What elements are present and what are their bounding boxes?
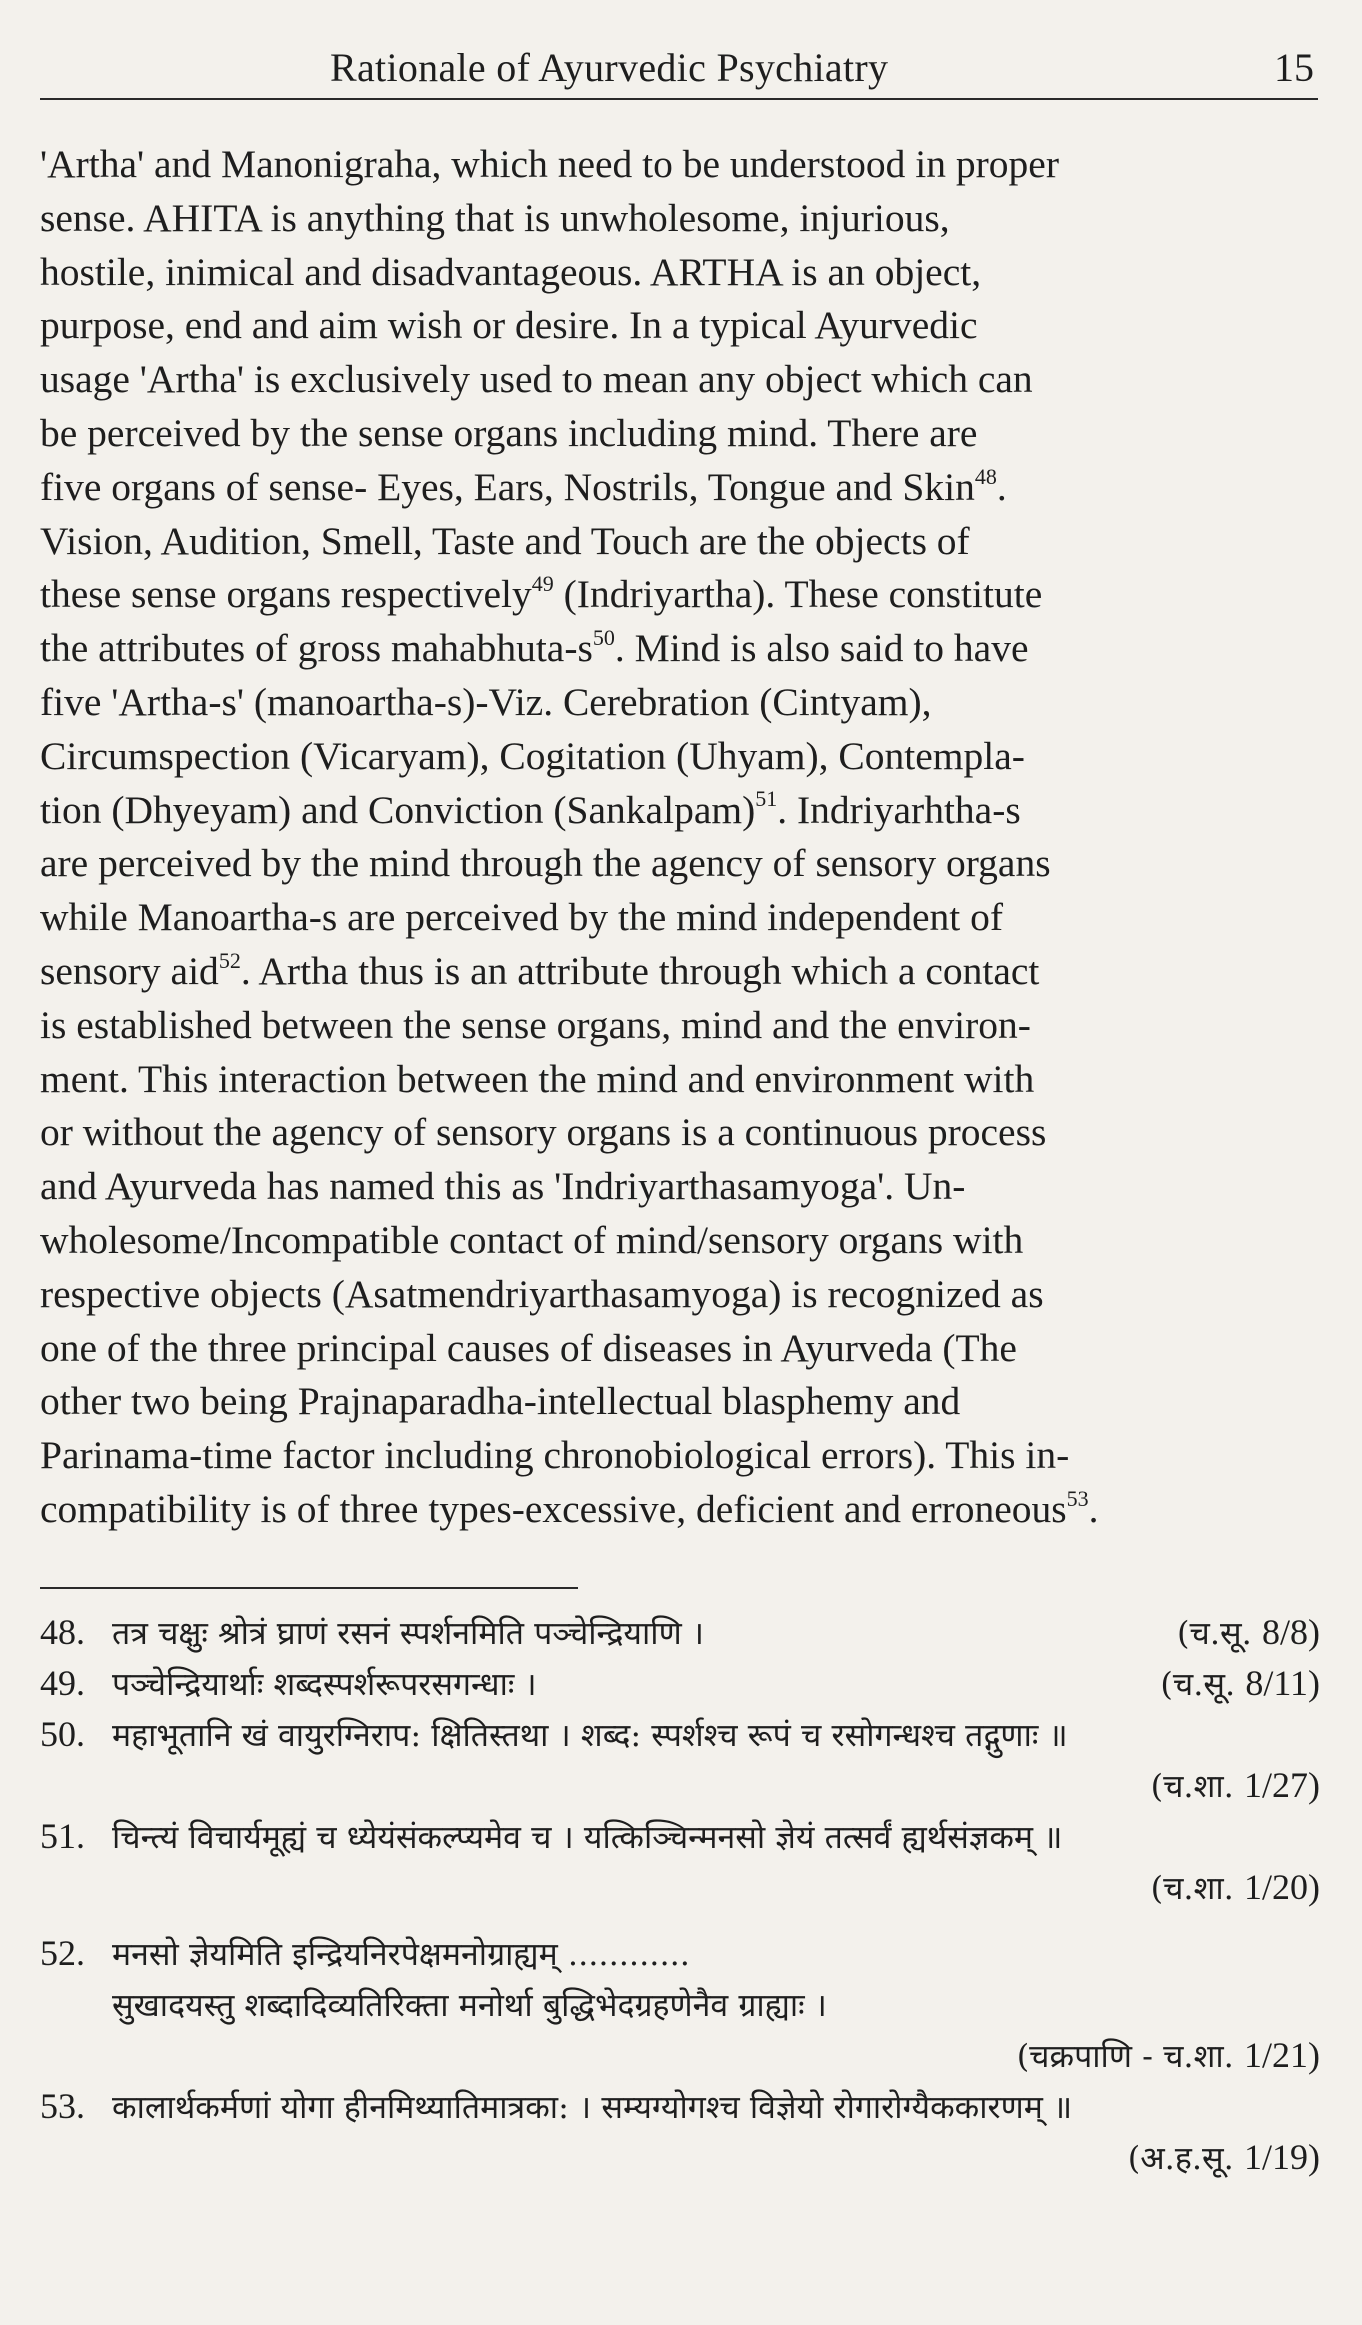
body-line: five 'Artha-s' (manoartha-s)-Viz. Cerebration (Cintyam), <box>40 679 932 724</box>
body-line: Parinama-time factor including chronobiological errors). This in- <box>40 1433 1070 1478</box>
footnote-48 <box>40 1605 1320 1656</box>
footnote-number: 51. <box>40 1816 85 1856</box>
body-line: and Ayurveda has named this as 'Indriyarthasamyoga'. Un- <box>40 1164 966 1209</box>
footnote-divider <box>40 1587 578 1589</box>
footnote-marker: 50 <box>592 625 615 651</box>
footnote-reference: (च.शा. 1/20) <box>1150 1867 1320 1907</box>
body-line: wholesome/Incompatible contact of mind/sensory organs with <box>40 1217 1024 1262</box>
footnote-reference: (च.सू. 8/11) <box>1160 1663 1320 1703</box>
body-line: five organs of sense- Eyes, Ears, Nostrils, Tongue and Skin$^{48}$. <box>40 463 1007 509</box>
body-line: other two being Prajnaparadha-intellectual blasphemy and <box>40 1379 961 1424</box>
body-line: Circumspection (Vicaryam), Cogitation (Uhyam), Contempla- <box>40 733 1025 778</box>
body-line: is established between the sense organs, mind and the environ- <box>40 1002 1031 1047</box>
body-line: one of the three principal causes of diseases in Ayurveda (The <box>40 1325 1017 1370</box>
footnote-text: मनसो ज्ञेयमिति इन्द्रियनिरपेक्षमनोग्राह्यम् ............ <box>112 1935 690 1973</box>
body-line: tion (Dhyeyam) and Conviction (Sankalpam)$^{51}$. Indriyarhtha-s <box>40 786 1021 832</box>
body-line: or without the agency of sensory organs is a continuous process <box>40 1110 1047 1155</box>
page-number: 15 <box>1274 45 1314 90</box>
footnote-text: महाभूतानि खं वायुरग्निराप: क्षितिस्तथा । शब्द: स्पर्शश्च रूपं च रसोगन्धश्च तद्गुणाः ॥ <box>112 1716 1068 1754</box>
body-line: while Manoartha-s are perceived by the mind independent of <box>40 895 1004 940</box>
footnote-49 <box>40 1656 1320 1707</box>
body-line: sensory aid$^{52}$. Artha thus is an attribute through which a contact <box>40 947 1040 993</box>
body-line: Vision, Audition, Smell, Taste and Touch are the objects of <box>40 518 970 563</box>
footnote-text-continued: सुखादयस्तु शब्दादिव्यतिरिक्ता मनोर्था बुद्धिभेदग्रहणेनैव ग्राह्याः । <box>112 1986 827 2024</box>
body-line: purpose, end and aim wish or desire. In a typical Ayurvedic <box>40 303 978 348</box>
footnote-reference: (चक्रपाणि - च.शा. 1/21) <box>1016 2035 1320 2075</box>
footnote-reference: (च.सू. 8/8) <box>1177 1612 1320 1652</box>
footnote-marker: 49 <box>531 571 554 597</box>
footnote-reference: (अ.ह.सू. 1/19) <box>1127 2137 1320 2177</box>
footnote-reference: (च.शा. 1/27) <box>1150 1765 1320 1805</box>
body-line: are perceived by the mind through the agency of sensory organs <box>40 841 1051 886</box>
footnote-text: पञ्चेन्द्रियार्थाः शब्दस्पर्शरूपरसगन्धाः । <box>112 1665 537 1703</box>
footnote-marker: 52 <box>218 947 241 973</box>
body-line: sense. AHITA is anything that is unwholesome, injurious, <box>40 195 950 240</box>
footnote-52 <box>40 1926 1320 2079</box>
footnote-text: कालार्थकर्मणां योगा हीनमिथ्यातिमात्रका: । सम्यग्योगश्च विज्ञेयो रोगारोग्यैककारणम् ॥ <box>112 2088 1073 2126</box>
footnote-number: 49. <box>40 1663 85 1703</box>
footnote-number: 50. <box>40 1714 85 1754</box>
body-line: usage 'Artha' is exclusively used to mean any object which can <box>40 357 1033 402</box>
running-header <box>40 40 1318 100</box>
footnote-51 <box>40 1809 1320 1926</box>
footnote-marker: 51 <box>755 786 778 812</box>
footnote-number: 48. <box>40 1612 85 1652</box>
body-line: be perceived by the sense organs including mind. There are <box>40 410 978 455</box>
running-title: Rationale of Ayurvedic Psychiatry <box>330 45 889 90</box>
body-paragraph <box>40 138 1316 1537</box>
footnote-50 <box>40 1707 1320 1809</box>
body-line: the attributes of gross mahabhuta-$s^{50}$. Mind is also said to have <box>40 625 1029 671</box>
footnote-text: चिन्त्यं विचार्यमूह्यं च ध्येयंसंकल्प्यमेव च । यत्किञ्चिन्मनसो ज्ञेयं तत्सर्वं ह्यर्थसंज्ञकम् ॥ <box>112 1818 1063 1856</box>
footnote-text: तत्र चक्षुः श्रोत्रं घ्राणं रसनं स्पर्शनमिति पञ्चेन्द्रियाणि । <box>112 1614 705 1652</box>
body-line: these sense organs respectively$^{49}$ (Indriyartha). These constitute <box>40 571 1043 617</box>
footnote-marker: 48 <box>974 463 997 489</box>
body-line: 'Artha' and Manonigraha, which need to be understood in proper <box>40 142 1059 186</box>
footnote-53 <box>40 2079 1320 2181</box>
body-line: compatibility is of three types-excessive, deficient and erroneous$^{53}$. <box>40 1485 1099 1531</box>
footnotes <box>40 1605 1320 2181</box>
body-line: hostile, inimical and disadvantageous. ARTHA is an object, <box>40 249 982 294</box>
footnote-number: 53. <box>40 2086 85 2126</box>
body-line: respective objects (Asatmendriyarthasamyoga) is recognized as <box>40 1271 1044 1316</box>
footnote-number: 52. <box>40 1933 85 1973</box>
footnote-marker: 53 <box>1066 1485 1089 1511</box>
body-line: ment. This interaction between the mind and environment with <box>40 1056 1035 1101</box>
